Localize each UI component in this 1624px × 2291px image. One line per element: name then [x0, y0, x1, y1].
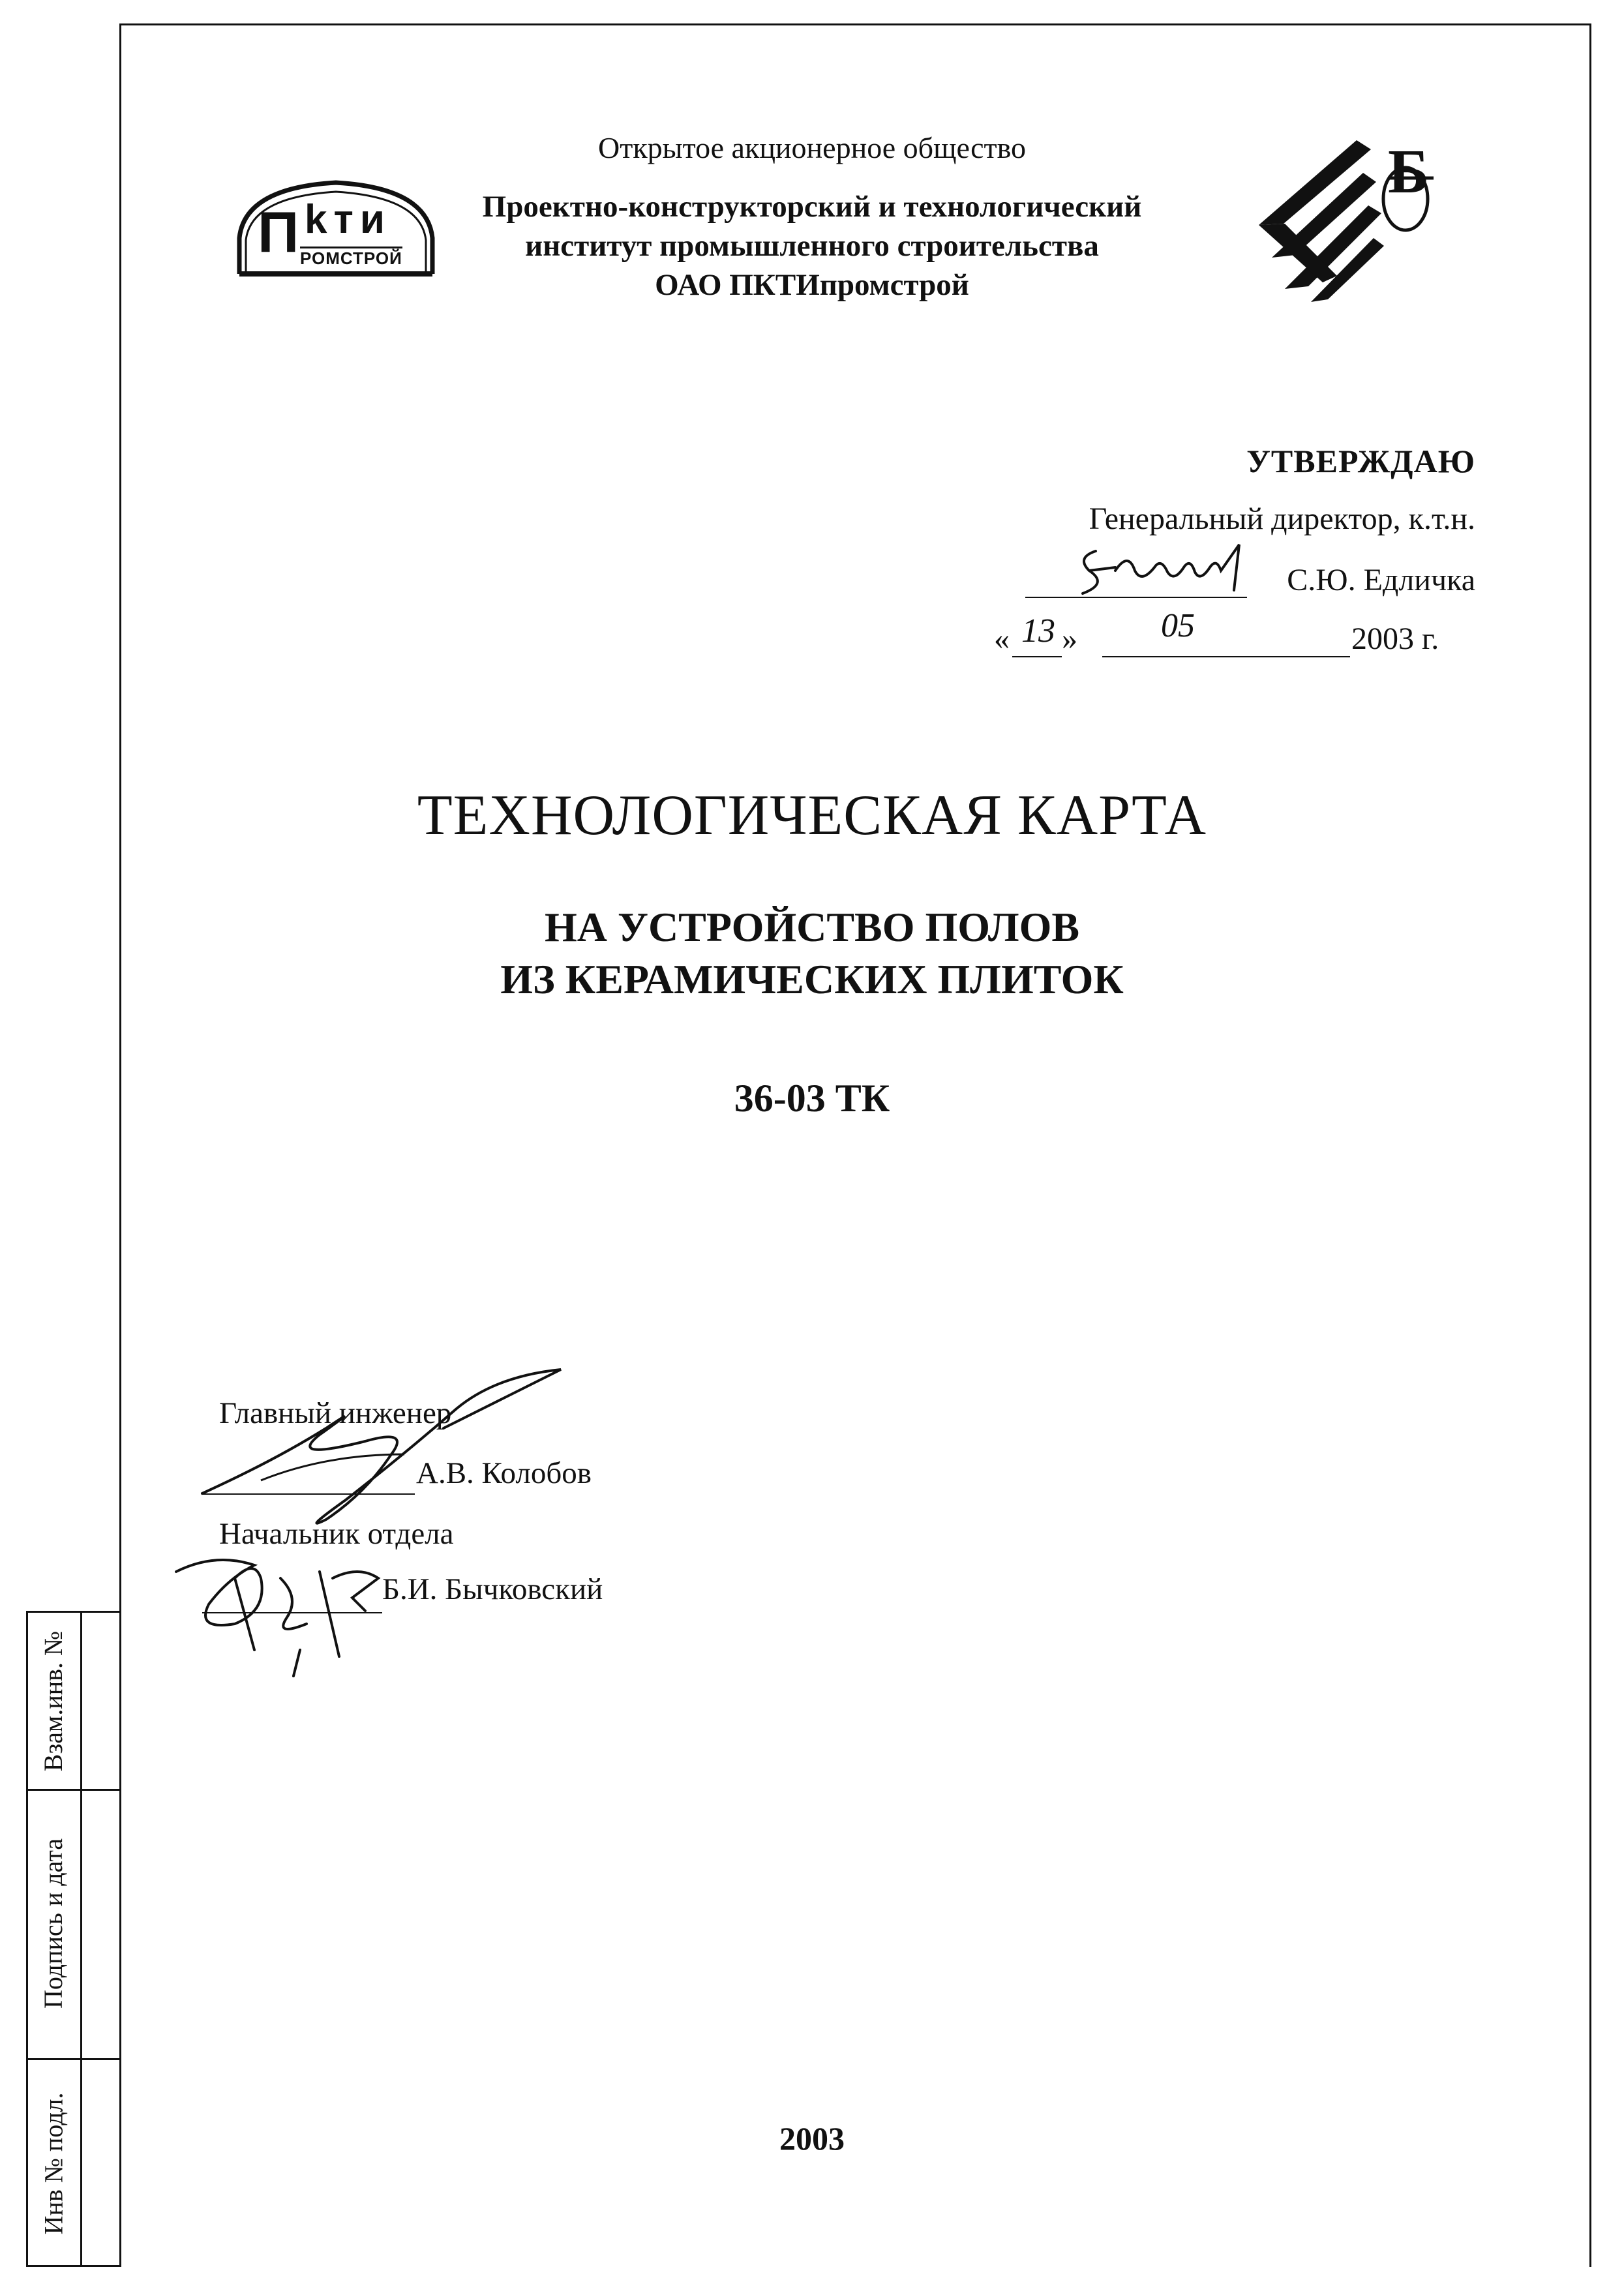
chief-engineer-name: А.В. Колобов — [416, 1456, 592, 1490]
date-year: 2003 г. — [1351, 621, 1439, 656]
date-day: 13 — [1021, 612, 1055, 650]
frame-right-line — [1589, 23, 1591, 2267]
side-stamp-field-signature: Подпись и дата — [38, 1838, 68, 2009]
org-name-line2: институт промышленного строительства — [525, 229, 1099, 263]
side-stamp — [26, 1611, 119, 2267]
emblem-letter: Б — [1388, 136, 1430, 206]
director-name: С.Ю. Едличка — [1287, 563, 1475, 597]
approval-position: Генеральный директор, к.т.н. — [1089, 502, 1475, 536]
chief-engineer-signature — [196, 1356, 574, 1539]
document-subtitle-line2: ИЗ КЕРАМИЧЕСКИХ ПЛИТОК — [500, 956, 1124, 1002]
org-name-line1: Проектно-конструкторский и технологический — [482, 190, 1142, 224]
approval-title: УТВЕРЖДАЮ — [1246, 443, 1475, 479]
frame-top-line — [119, 23, 1589, 25]
frame-left-line — [119, 23, 121, 2267]
pkti-logo-big-letter: П — [258, 200, 299, 264]
org-type: Открытое акционерное общество — [598, 131, 1026, 164]
document-year: 2003 — [779, 2120, 845, 2157]
dept-head-title: Начальник отдела — [219, 1517, 454, 1551]
document-code: 36-03 ТК — [734, 1077, 890, 1120]
dept-head-signature — [170, 1539, 404, 1689]
pkti-logo-letters: kти — [305, 197, 391, 242]
date-month: 05 — [1161, 607, 1195, 644]
org-short-name: ОАО ПКТИпромстрой — [655, 268, 969, 302]
dept-head-name: Б.И. Бычковский — [382, 1572, 603, 1606]
side-stamp-column-divider — [80, 1613, 82, 2265]
side-stamp-field-replacement: Взам.инв. № — [38, 1630, 68, 1771]
pkti-logo-sub: РОМСТРОЙ — [300, 247, 402, 267]
director-signature — [1070, 532, 1265, 603]
date-quote-close: » — [1062, 621, 1077, 656]
date-day-line — [1012, 656, 1062, 657]
document-subtitle-line1: НА УСТРОЙСТВО ПОЛОВ — [544, 904, 1080, 950]
stripes-emblem — [1259, 127, 1454, 310]
document-title: ТЕХНОЛОГИЧЕСКАЯ КАРТА — [417, 784, 1207, 847]
chief-engineer-title: Главный инженер — [219, 1396, 452, 1430]
side-stamp-field-inventory: Инв № подл. — [38, 2092, 68, 2235]
date-quote-open: « — [994, 621, 1010, 656]
date-month-line — [1102, 656, 1350, 657]
